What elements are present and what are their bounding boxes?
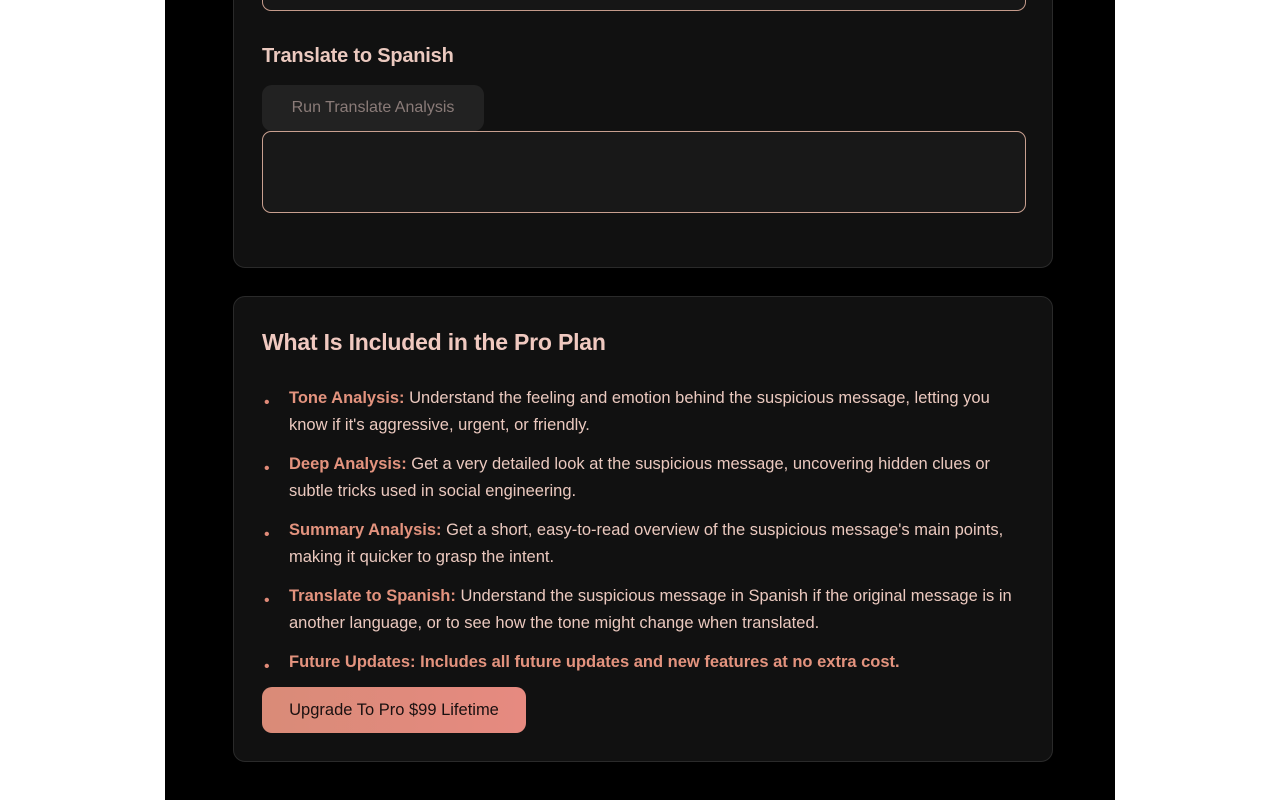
feature-description: Get a short, easy-to-read overview of the suspicious message's main points, making it quicker to grasp the intent. [289,521,1004,566]
feature-item-deep-analysis [262,451,1022,504]
pro-plan-title: What Is Included in the Pro Plan [262,329,606,355]
translate-section-title: Translate to Spanish [262,45,454,67]
feature-name: Translate to Spanish: [289,587,456,605]
bullet-icon: • [264,394,270,411]
run-translate-analysis-button[interactable]: Run Translate Analysis [262,85,484,131]
bullet-icon: • [264,526,270,543]
upgrade-to-pro-button[interactable]: Upgrade To Pro $99 Lifetime [262,687,526,733]
bullet-icon: • [264,592,270,609]
feature-item-tone-analysis [262,385,1022,438]
feature-item-future-updates [262,649,1022,676]
feature-item-summary-analysis [262,517,1022,570]
page-content [165,0,1115,800]
feature-description: Includes all future updates and new features at no extra cost. [420,653,900,671]
feature-name: Future Updates: [289,653,416,671]
feature-item-translate-to-spanish [262,583,1022,636]
translate-output-box[interactable] [262,131,1026,213]
feature-description: Understand the suspicious message in Spanish if the original message is in another language, or to see how the tone might change when translated. [289,587,1012,632]
feature-description: Get a very detailed look at the suspicious message, uncovering hidden clues or subtle tricks used in social engineering. [289,455,991,500]
pro-features-list [262,385,1022,689]
pro-plan-card [233,296,1053,762]
bullet-icon: • [264,658,270,675]
feature-name: Deep Analysis: [289,455,407,473]
translate-card [233,0,1053,268]
feature-name: Tone Analysis: [289,389,405,407]
previous-output-box[interactable] [262,0,1026,11]
feature-description: Understand the feeling and emotion behind the suspicious message, letting you know if it's aggressive, urgent, or friendly. [289,389,990,434]
bullet-icon: • [264,460,270,477]
feature-name: Summary Analysis: [289,521,442,539]
